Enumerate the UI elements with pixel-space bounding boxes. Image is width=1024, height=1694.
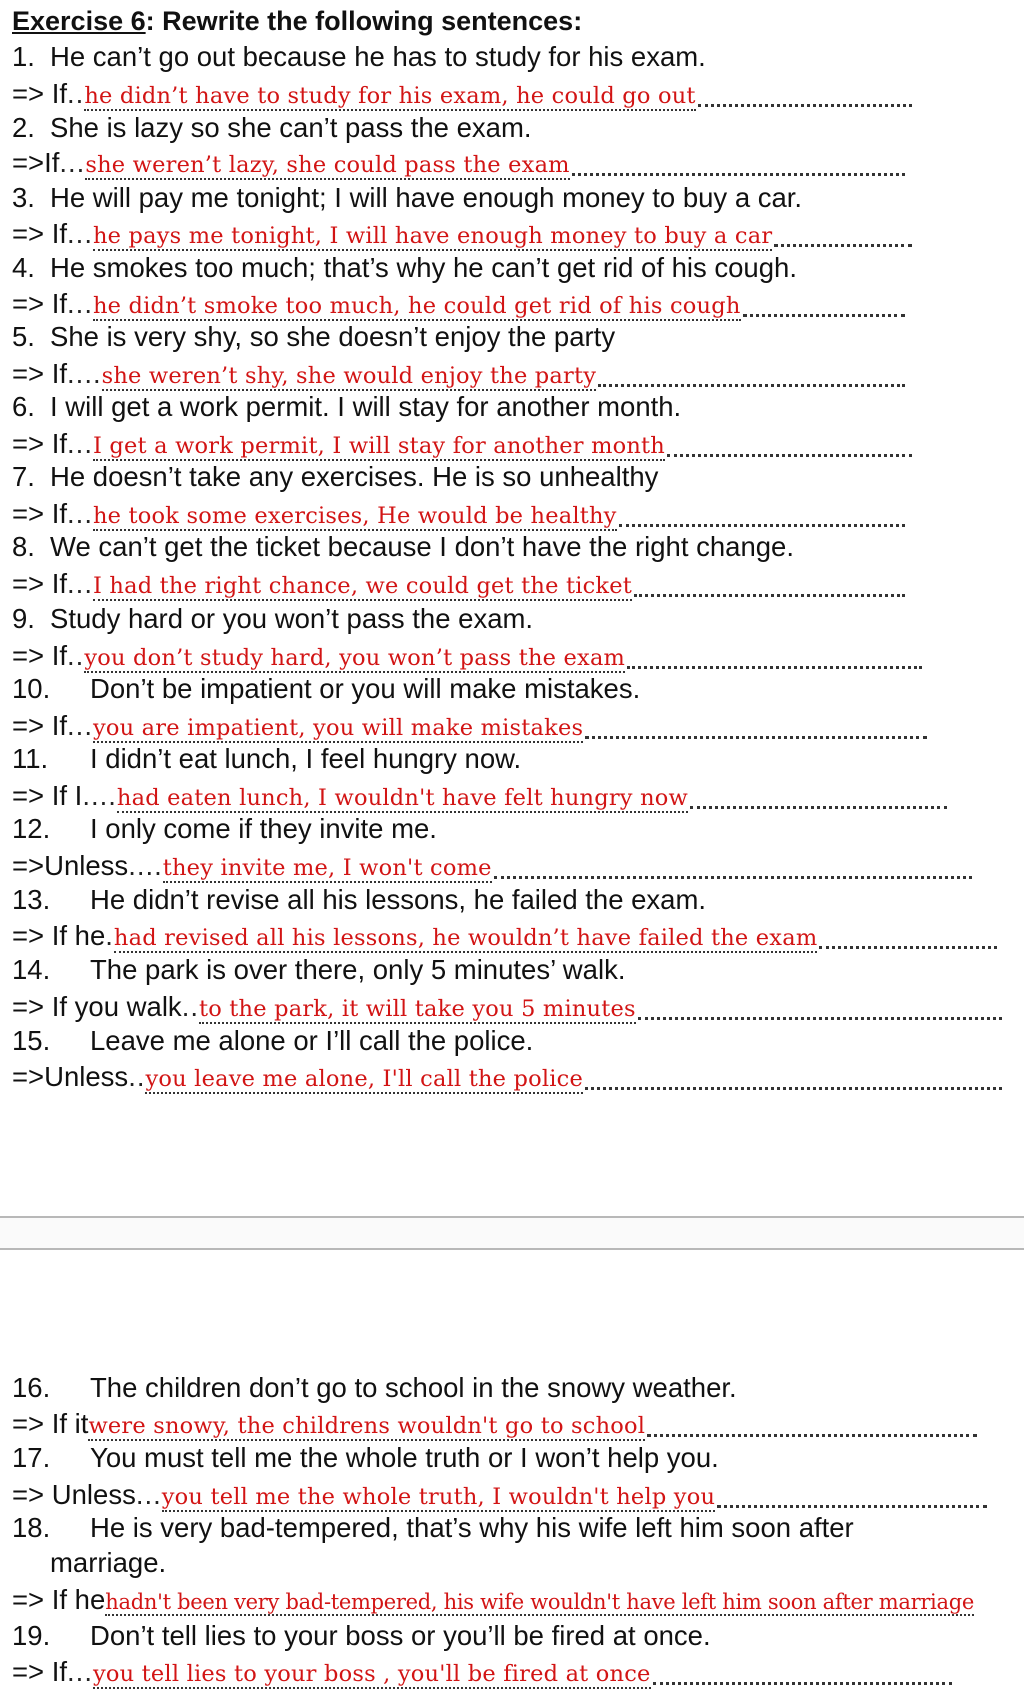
answer-line-10: => If ... you are impatient, you will make mistakes	[12, 712, 927, 743]
dotted-line	[494, 874, 972, 879]
question-8: 8. We can’t get the ticket because I don’t have the right change.	[12, 531, 794, 562]
dotted-line	[585, 734, 927, 739]
handwritten-answer: had revised all his lessons, he wouldn’t have failed the exam	[113, 925, 818, 951]
answer-line-6: => If ... I get a work permit, I will stay for another month	[12, 430, 912, 461]
answer-line-2: =>If ... she weren’t lazy, she could pass the exam	[12, 149, 905, 180]
question-18-continued: marriage.	[50, 1547, 167, 1578]
question-3: 3. He will pay me tonight; I will have enough money to buy a car.	[12, 182, 803, 213]
question-9: 9. Study hard or you won’t pass the exam.	[12, 603, 534, 634]
exercise-label: Exercise 6	[12, 6, 146, 36]
dotted-line	[698, 102, 912, 107]
answer-line-9: => If .. you don’t study hard, you won’t pass the exam	[12, 642, 922, 673]
question-12: 12. I only come if they invite me.	[12, 813, 437, 844]
dotted-line	[638, 1015, 1002, 1020]
question-text: He smokes too much; that’s why he can’t get rid of his cough.	[50, 252, 797, 283]
dotted-line	[634, 592, 905, 597]
answer-line-13: => If he . had revised all his lessons, he wouldn’t have failed the exam	[12, 922, 997, 953]
answer-line-1: => If .. he didn’t have to study for his exam, he could go out	[12, 80, 912, 111]
question-text: Study hard or you won’t pass the exam.	[50, 603, 534, 634]
handwritten-answer: to the park, it will take you 5 minutes	[198, 996, 636, 1022]
question-15: 15. Leave me alone or I’ll call the police.	[12, 1025, 534, 1056]
dotted-line	[690, 804, 947, 809]
answer-line-15: =>Unless .. you leave me alone, I'll call the police	[12, 1063, 1002, 1094]
question-text: He didn’t revise all his lessons, he failed the exam.	[90, 884, 707, 915]
dotted-line	[598, 382, 905, 387]
handwritten-answer: were snowy, the childrens wouldn't go to school	[88, 1413, 646, 1439]
dotted-line	[653, 1680, 952, 1685]
dotted-line	[717, 1503, 987, 1508]
answer-line-7: => If ... he took some exercises, He would be healthy	[12, 500, 905, 531]
answer-line-12: =>Unless .... they invite me, I won't come	[12, 852, 972, 883]
question-19: 19. Don’t tell lies to your boss or you’ll be fired at once.	[12, 1620, 711, 1651]
dotted-line	[819, 944, 997, 949]
question-10: 10. Don’t be impatient or you will make mistakes.	[12, 673, 641, 704]
dotted-line	[774, 242, 912, 247]
answer-line-14: => If you walk .. to the park, it will take you 5 minutes	[12, 993, 1002, 1024]
dotted-line	[647, 1432, 977, 1437]
question-text: He will pay me tonight; I will have enough money to buy a car.	[50, 182, 803, 213]
handwritten-answer: you leave me alone, I'll call the police	[145, 1066, 583, 1092]
handwritten-answer: he pays me tonight, I will have enough money to buy a car	[92, 223, 773, 249]
question-text: We can’t get the ticket because I don’t have the right change.	[50, 531, 794, 562]
question-text: Don’t be impatient or you will make mistakes.	[90, 673, 641, 704]
answer-line-11: => If I .... had eaten lunch, I wouldn't have felt hungry now	[12, 782, 947, 813]
dotted-line	[667, 452, 912, 457]
question-text: The children don’t go to school in the snowy weather.	[90, 1372, 737, 1403]
answer-line-4: => If ... he didn’t smoke too much, he could get rid of his cough	[12, 290, 905, 321]
answer-line-19: => If ... you tell lies to your boss , you'll be fired at once	[12, 1658, 952, 1689]
dotted-line	[619, 522, 905, 527]
handwritten-answer: he didn’t smoke too much, he could get rid of his cough	[92, 293, 741, 319]
question-5: 5. She is very shy, so she doesn’t enjoy the party	[12, 321, 616, 352]
question-text: Don’t tell lies to your boss or you’ll be fired at once.	[90, 1620, 711, 1651]
handwritten-answer: I had the right chance, we could get the ticket	[92, 573, 632, 599]
question-text: She is very shy, so she doesn’t enjoy the party	[50, 321, 616, 352]
handwritten-answer: you tell me the whole truth, I wouldn't help you	[161, 1484, 716, 1510]
question-text: She is lazy so she can’t pass the exam.	[50, 112, 532, 143]
question-4: 4. He smokes too much; that’s why he can’t get rid of his cough.	[12, 252, 797, 283]
handwritten-answer: you are impatient, you will make mistakes	[92, 715, 584, 741]
question-text: Leave me alone or I’ll call the police.	[90, 1025, 534, 1056]
handwritten-answer: she weren’t shy, she would enjoy the party	[101, 363, 597, 389]
handwritten-answer: she weren’t lazy, she could pass the exam	[85, 152, 570, 178]
question-text: I will get a work permit. I will stay for another month.	[50, 391, 682, 422]
question-1: 1. He can’t go out because he has to study for his exam.	[12, 41, 706, 72]
answer-line-18: => If he hadn't been very bad-tempered, his wife wouldn't have left him soon after marriage	[12, 1584, 974, 1615]
question-text: He doesn’t take any exercises. He is so unhealthy	[50, 461, 659, 492]
handwritten-answer: I get a work permit, I will stay for another month	[92, 433, 665, 459]
question-18: 18. He is very bad-tempered, that’s why his wife left him soon after	[12, 1512, 854, 1543]
handwritten-answer: hadn't been very bad-tempered, his wife wouldn't have left him soon after marriage	[105, 1590, 974, 1614]
question-16: 16. The children don’t go to school in the snowy weather.	[12, 1372, 737, 1403]
question-text: He can’t go out because he has to study for his exam.	[50, 41, 706, 72]
answer-line-3: => If ... he pays me tonight, I will have enough money to buy a car	[12, 220, 912, 251]
question-17: 17. You must tell me the whole truth or I won’t help you.	[12, 1442, 719, 1473]
question-7: 7. He doesn’t take any exercises. He is so unhealthy	[12, 461, 659, 492]
question-6: 6. I will get a work permit. I will stay for another month.	[12, 391, 682, 422]
question-text: I didn’t eat lunch, I feel hungry now.	[90, 743, 522, 774]
handwritten-answer: he took some exercises, He would be healthy	[92, 503, 617, 529]
question-11: 11. I didn’t eat lunch, I feel hungry now.	[12, 743, 522, 774]
question-text: I only come if they invite me.	[90, 813, 437, 844]
answer-line-17: => Unless ... you tell me the whole truth, I wouldn't help you	[12, 1481, 987, 1512]
handwritten-answer: they invite me, I won't come	[162, 855, 492, 881]
question-2: 2. She is lazy so she can’t pass the exam.	[12, 112, 532, 143]
page-divider	[0, 1216, 1024, 1250]
handwritten-answer: he didn’t have to study for his exam, he could go out	[84, 83, 696, 109]
handwritten-answer: had eaten lunch, I wouldn't have felt hungry now	[116, 785, 688, 811]
answer-line-5: => If .... she weren’t shy, she would enjoy the party	[12, 360, 905, 391]
question-14: 14. The park is over there, only 5 minutes’ walk.	[12, 954, 626, 985]
question-13: 13. He didn’t revise all his lessons, he failed the exam.	[12, 884, 707, 915]
exercise-instruction: : Rewrite the following sentences:	[145, 6, 583, 36]
handwritten-answer: you tell lies to your boss , you'll be fired at once	[92, 1661, 651, 1687]
dotted-line	[572, 171, 905, 176]
question-text: You must tell me the whole truth or I won’t help you.	[90, 1442, 719, 1473]
dotted-line	[627, 664, 922, 669]
answer-line-8: => If ... I had the right chance, we could get the ticket	[12, 570, 905, 601]
exercise-title	[12, 6, 582, 37]
dotted-line	[585, 1085, 1002, 1090]
handwritten-answer: you don’t study hard, you won’t pass the exam	[84, 645, 626, 671]
question-text: The park is over there, only 5 minutes’ walk.	[90, 954, 626, 985]
dotted-line	[743, 312, 905, 317]
answer-line-16: => If it were snowy, the childrens wouldn't go to school	[12, 1410, 977, 1441]
question-text: He is very bad-tempered, that’s why his wife left him soon after	[90, 1512, 854, 1543]
